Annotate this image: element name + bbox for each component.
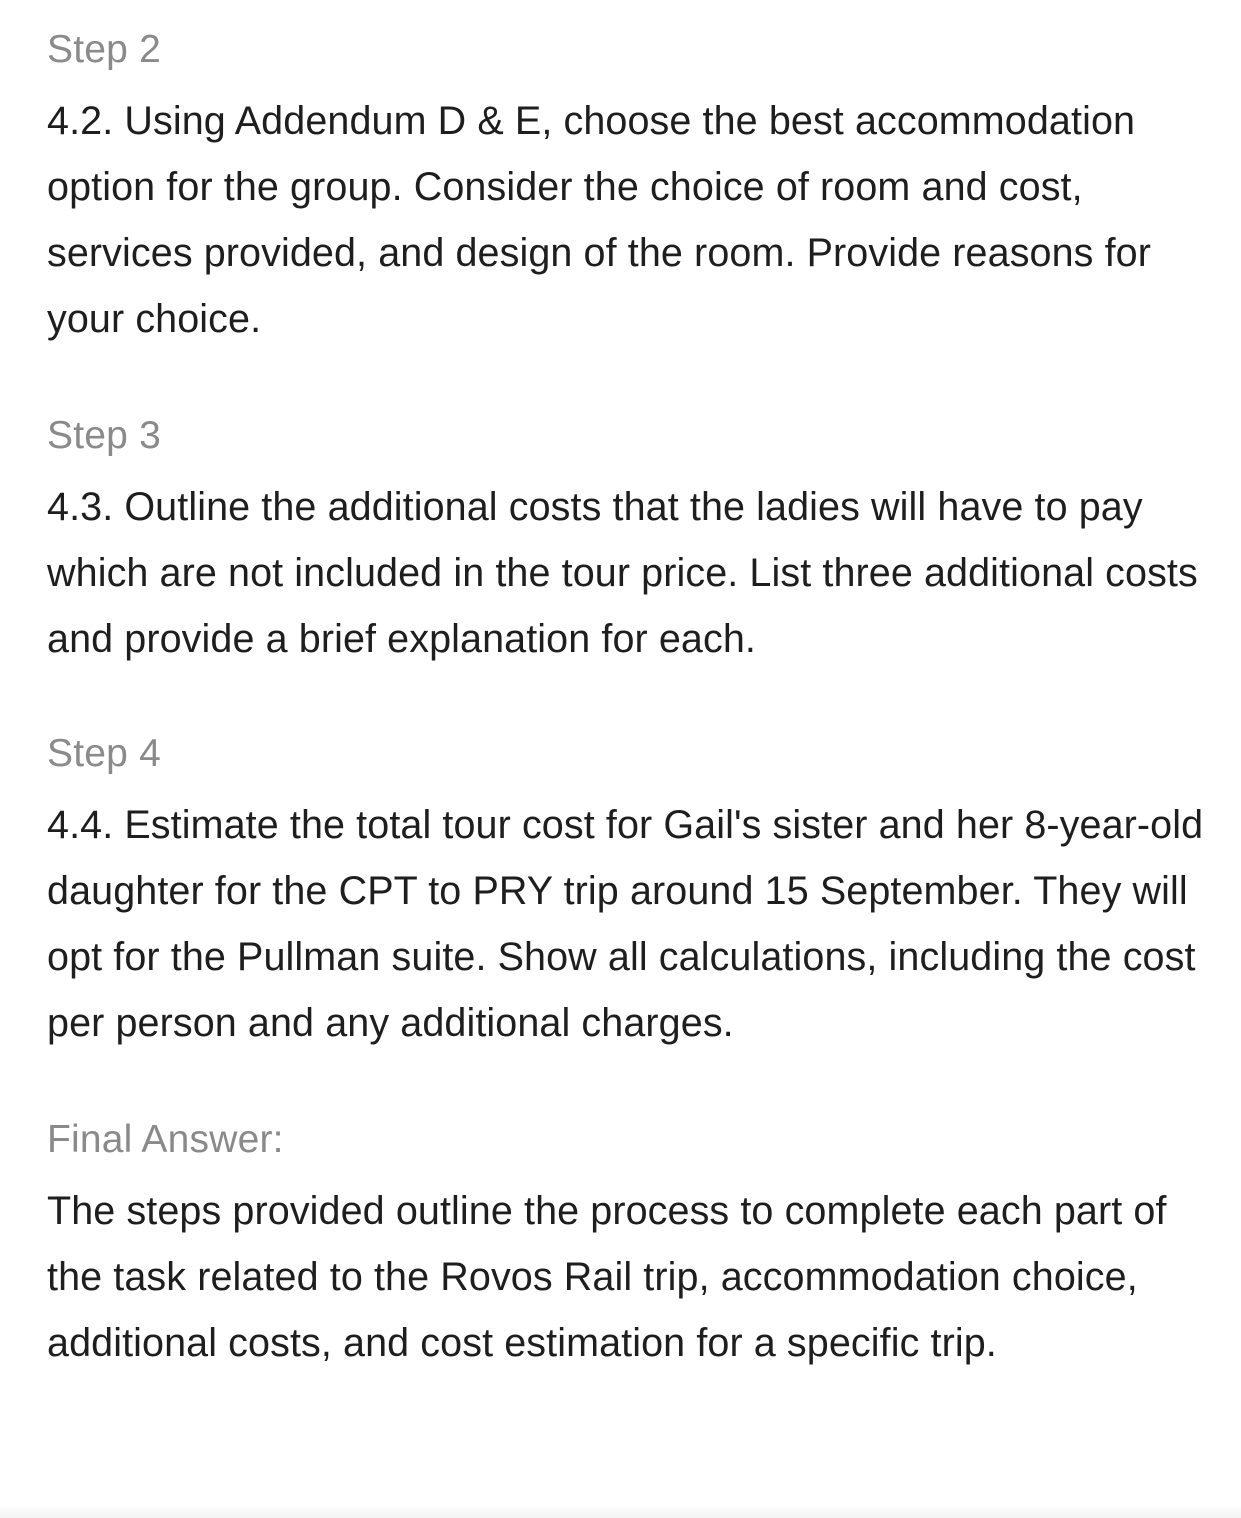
- step-2-text: 4.2. Using Addendum D & E, choose the best accommodation option for the group. Consider the choice of room and cost, services provided, and design of the room. Provide reasons for your choice.: [47, 99, 1152, 341]
- step-4-text: 4.4. Estimate the total tour cost for Gail's sister and her 8-year-old daughter for the CPT to PRY trip around 15 September. They will opt for the Pullman suite. Show all calculations, including the cost per person and any additional charges.: [47, 803, 1204, 1045]
- step-4-label: Step 4: [47, 732, 161, 775]
- step-3-text: 4.3. Outline the additional costs that the ladies will have to pay which are not included in the tour price. List three additional costs and provide a brief explanation for each.: [47, 485, 1198, 661]
- step-3-section: [47, 410, 1207, 672]
- final-answer-text: The steps provided outline the process to complete each part of the task related to the Rovos Rail trip, accommodation choice, additional costs, and cost estimation for a specific trip.: [47, 1189, 1167, 1365]
- step-3-label: Step 3: [47, 414, 161, 457]
- bottom-divider: [0, 1504, 1241, 1518]
- final-answer-section: [47, 1114, 1207, 1376]
- step-2-label: Step 2: [47, 28, 161, 71]
- solution-content: [47, 24, 1207, 1376]
- step-4-section: [47, 728, 1207, 1056]
- step-2-section: [47, 24, 1207, 352]
- final-answer-label: Final Answer:: [47, 1118, 284, 1161]
